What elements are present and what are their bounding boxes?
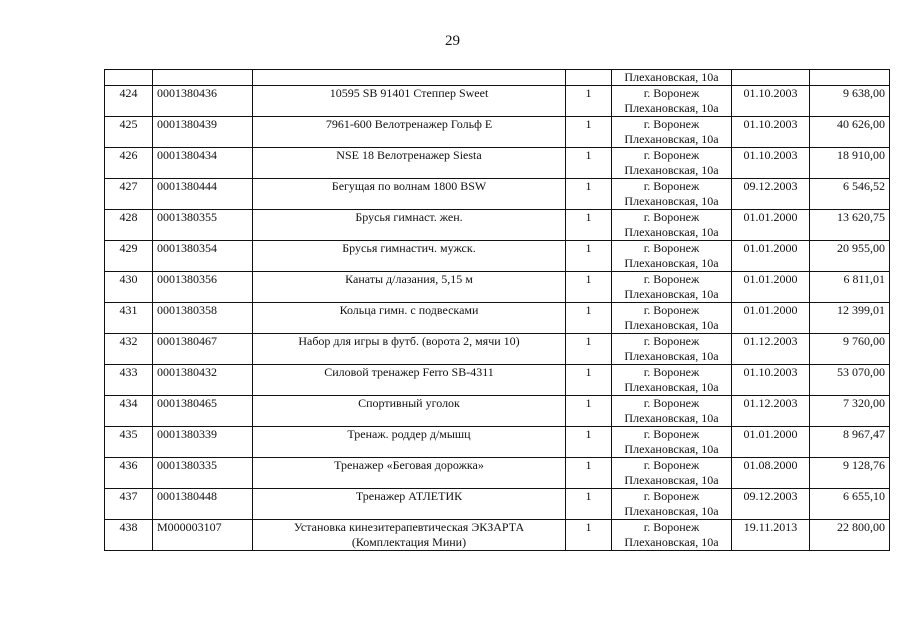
cell-location: [612, 272, 732, 303]
cell-location: [612, 241, 732, 272]
cell-num: [105, 458, 153, 489]
cell-qty-line: 1: [585, 148, 592, 162]
cell-code: [153, 458, 253, 489]
cell-num-line: 429: [119, 241, 138, 255]
cell-code: [153, 241, 253, 272]
cell-location-line: г. Воронеж: [643, 458, 700, 472]
cell-qty: [566, 272, 612, 303]
cell-num: [105, 86, 153, 117]
cell-date-line: 09.12.2003: [743, 179, 798, 193]
cell-location-line: г. Воронеж: [643, 520, 700, 534]
table-row: [105, 365, 890, 396]
cell-code-line: 0001380444: [157, 179, 217, 193]
cell-num: [105, 272, 153, 303]
cell-num: [105, 303, 153, 334]
cell-num-line: 431: [119, 303, 138, 317]
cell-sum-line: 53 070,00: [837, 365, 885, 379]
cell-location-line: Плехановская, 10а: [624, 442, 719, 456]
table-row: [105, 303, 890, 334]
cell-name-line: [257, 349, 561, 364]
cell-name-line: Канаты д/лазания, 5,15 м: [345, 272, 473, 286]
cell-code-line: 0001380434: [157, 148, 217, 162]
cell-sum-line: 18 910,00: [837, 148, 885, 162]
cell-num-line: 427: [119, 179, 138, 193]
cell-name-line: [257, 256, 561, 271]
cell-qty: [566, 86, 612, 117]
cell-date-line: 01.01.2000: [743, 241, 798, 255]
cell-date: [732, 303, 810, 334]
cell-num: [105, 365, 153, 396]
cell-num: [105, 334, 153, 365]
cell-name-line: Установка кинезитерапевтическая ЭКЗАРТА: [293, 520, 525, 534]
cell-qty-line: 1: [585, 334, 592, 348]
cell-location: [612, 210, 732, 241]
cell-qty: [566, 489, 612, 520]
cell-code: [153, 303, 253, 334]
cell-num: [105, 489, 153, 520]
cell-name: [253, 179, 566, 210]
cell-code-line: 0001380439: [157, 117, 217, 131]
cell-date: [732, 210, 810, 241]
cell-qty-line: 1: [585, 427, 592, 441]
cell-sum-line: 13 620,75: [837, 210, 885, 224]
cell-name-line: [257, 132, 561, 147]
cell-name: [253, 210, 566, 241]
cell-qty: [566, 70, 612, 86]
cell-location: Плехановская, 10а: [612, 70, 732, 86]
cell-name: [253, 334, 566, 365]
cell-sum: [810, 489, 890, 520]
cell-qty: [566, 334, 612, 365]
cell-location-line: г. Воронеж: [643, 272, 700, 286]
cell-qty: [566, 458, 612, 489]
cell-name-line: (Комплектация Мини): [351, 535, 467, 549]
cell-qty-line: 1: [585, 210, 592, 224]
cell-qty-line: 1: [585, 489, 592, 503]
cell-sum: [810, 117, 890, 148]
cell-name-line: Брусья гимнаст. жен.: [355, 210, 463, 224]
cell-code-line: 0001380356: [157, 272, 217, 286]
cell-code-line: 0001380358: [157, 303, 217, 317]
cell-date: [732, 396, 810, 427]
cell-location-line: Плехановская, 10а: [624, 411, 719, 425]
cell-code: [153, 210, 253, 241]
cell-qty-line: 1: [585, 303, 592, 317]
cell-date-line: 01.10.2003: [743, 365, 798, 379]
cell-name: [253, 427, 566, 458]
cell-location: [612, 117, 732, 148]
cell-location-line: Плехановская, 10а: [624, 535, 719, 549]
cell-qty-line: 1: [585, 458, 592, 472]
cell-num-line: 425: [119, 117, 138, 131]
cell-location: [612, 179, 732, 210]
cell-num-line: 428: [119, 210, 138, 224]
cell-sum-line: 6 811,01: [843, 272, 885, 286]
cell-code-line: 0001380354: [157, 241, 217, 255]
cell-sum-line: 40 626,00: [837, 117, 885, 131]
cell-name-line: [257, 504, 561, 519]
cell-code-line: 0001380355: [157, 210, 217, 224]
cell-location-line: г. Воронеж: [643, 303, 700, 317]
cell-sum: [810, 179, 890, 210]
cell-code: [153, 70, 253, 86]
cell-date-line: 01.12.2003: [743, 396, 798, 410]
cell-location-line: г. Воронеж: [643, 117, 700, 131]
cell-location-line: г. Воронеж: [643, 179, 700, 193]
cell-qty-line: 1: [585, 396, 592, 410]
cell-name: [253, 70, 566, 86]
cell-code-line: 0001380432: [157, 365, 217, 379]
cell-qty: [566, 117, 612, 148]
cell-code: [153, 117, 253, 148]
cell-name-line: NSE 18 Велотренажер Siesta: [336, 148, 482, 162]
cell-name-line: [257, 318, 561, 333]
cell-code-line: 0001380448: [157, 489, 217, 503]
cell-num: [105, 179, 153, 210]
cell-location: [612, 427, 732, 458]
cell-qty: [566, 427, 612, 458]
cell-name: [253, 117, 566, 148]
cell-location-line: Плехановская, 10а: [624, 318, 719, 332]
cell-date: [732, 365, 810, 396]
cell-num: [105, 148, 153, 179]
cell-name-line: [257, 163, 561, 178]
cell-date-line: 01.01.2000: [743, 272, 798, 286]
cell-location-line: Плехановская, 10а: [624, 349, 719, 363]
cell-date-line: 01.01.2000: [743, 210, 798, 224]
cell-location: [612, 396, 732, 427]
cell-location: [612, 148, 732, 179]
cell-code-line: М000003107: [157, 520, 222, 534]
cell-qty-line: 1: [585, 365, 592, 379]
cell-sum-line: 8 967,47: [843, 427, 885, 441]
cell-sum: [810, 241, 890, 272]
cell-code: [153, 148, 253, 179]
cell-location-line: г. Воронеж: [643, 86, 700, 100]
cell-num-line: 432: [119, 334, 138, 348]
table-row: [105, 427, 890, 458]
cell-code-line: 0001380465: [157, 396, 217, 410]
cell-num: [105, 520, 153, 551]
cell-name: [253, 272, 566, 303]
cell-sum: [810, 334, 890, 365]
cell-location-line: Плехановская, 10а: [624, 132, 719, 146]
cell-name-line: [257, 473, 561, 488]
cell-name-line: [257, 194, 561, 209]
cell-location-line: Плехановская, 10а: [624, 101, 719, 115]
cell-name-line: Кольца гимн. с подвесками: [339, 303, 479, 317]
cell-qty: [566, 179, 612, 210]
cell-qty-line: 1: [585, 272, 592, 286]
cell-num-line: 434: [119, 396, 138, 410]
cell-code: [153, 520, 253, 551]
cell-location: [612, 458, 732, 489]
table-row-carryover: [105, 70, 890, 86]
cell-date-line: 19.11.2013: [743, 520, 798, 534]
cell-code: [153, 365, 253, 396]
cell-name-line: Брусья гимнастич. мужск.: [342, 241, 476, 255]
cell-name: [253, 489, 566, 520]
cell-code: [153, 86, 253, 117]
table-row: [105, 458, 890, 489]
cell-num: [105, 241, 153, 272]
table-row: [105, 179, 890, 210]
table-row: [105, 117, 890, 148]
cell-date-line: 01.12.2003: [743, 334, 798, 348]
cell-sum-line: 7 320,00: [843, 396, 885, 410]
cell-code: [153, 272, 253, 303]
cell-name-line: Бегущая по волнам 1800 BSW: [331, 179, 487, 193]
cell-num: [105, 427, 153, 458]
cell-date: [732, 179, 810, 210]
cell-location: [612, 334, 732, 365]
cell-name-line: Тренаж. роддер д/мышц: [347, 427, 471, 441]
cell-location-line: г. Воронеж: [643, 365, 700, 379]
cell-qty-line: 1: [585, 179, 592, 193]
cell-num-line: 438: [119, 520, 138, 534]
cell-sum-line: 6 655,10: [843, 489, 885, 503]
cell-location: [612, 489, 732, 520]
cell-location-line: Плехановская, 10а: [624, 473, 719, 487]
cell-name: [253, 520, 566, 551]
cell-name-line: [257, 287, 561, 302]
cell-sum: [810, 396, 890, 427]
cell-date: [732, 458, 810, 489]
cell-name-line: Силовой тренажер Ferro SB-4311: [324, 365, 494, 379]
cell-qty: [566, 365, 612, 396]
cell-location-line: г. Воронеж: [643, 396, 700, 410]
cell-sum: [810, 427, 890, 458]
table-row: [105, 520, 890, 551]
cell-date: [732, 70, 810, 86]
cell-name: [253, 365, 566, 396]
cell-code: [153, 489, 253, 520]
cell-num-line: 435: [119, 427, 138, 441]
cell-sum-line: 9 638,00: [843, 86, 885, 100]
cell-sum: [810, 148, 890, 179]
cell-date-line: 01.10.2003: [743, 117, 798, 131]
cell-name-line: Спортивный уголок: [358, 396, 460, 410]
cell-date-line: 01.10.2003: [743, 86, 798, 100]
table-row: [105, 272, 890, 303]
cell-sum: [810, 210, 890, 241]
cell-name-line: [257, 225, 561, 240]
cell-code: [153, 396, 253, 427]
table-row: [105, 86, 890, 117]
cell-qty: [566, 520, 612, 551]
cell-name-line: [257, 411, 561, 426]
cell-name-line: [257, 380, 561, 395]
cell-sum: [810, 520, 890, 551]
table-row: [105, 489, 890, 520]
cell-sum: [810, 272, 890, 303]
cell-sum: [810, 365, 890, 396]
cell-name-line: Тренажер «Беговая дорожка»: [334, 458, 484, 472]
cell-name-line: 10595 SB 91401 Степпер Sweet: [329, 86, 489, 100]
cell-name: [253, 303, 566, 334]
cell-qty-line: 1: [585, 520, 592, 534]
cell-date: [732, 427, 810, 458]
cell-qty-line: 1: [585, 241, 592, 255]
cell-name-line: [257, 101, 561, 116]
cell-num: [105, 396, 153, 427]
cell-num-line: 424: [119, 86, 138, 100]
table-row: [105, 241, 890, 272]
cell-location-line: Плехановская, 10а: [624, 225, 719, 239]
cell-num-line: 436: [119, 458, 138, 472]
cell-location-line: г. Воронеж: [643, 148, 700, 162]
cell-num: [105, 117, 153, 148]
cell-sum: [810, 458, 890, 489]
cell-name: [253, 86, 566, 117]
cell-location-line: г. Воронеж: [643, 210, 700, 224]
cell-sum-line: 9 760,00: [843, 334, 885, 348]
page-number: 29: [445, 33, 460, 49]
cell-code-line: 0001380335: [157, 458, 217, 472]
cell-qty-line: 1: [585, 86, 592, 100]
cell-date: [732, 489, 810, 520]
cell-num-line: 433: [119, 365, 138, 379]
table-row: [105, 148, 890, 179]
cell-date: [732, 148, 810, 179]
cell-date: [732, 117, 810, 148]
cell-name-line: Тренажер АТЛЕТИК: [355, 489, 463, 503]
cell-code: [153, 179, 253, 210]
cell-location-line: Плехановская, 10а: [624, 287, 719, 301]
cell-sum: [810, 70, 890, 86]
cell-code-line: 0001380467: [157, 334, 217, 348]
cell-date: [732, 520, 810, 551]
table-row: [105, 396, 890, 427]
cell-qty: [566, 303, 612, 334]
cell-sum: [810, 86, 890, 117]
cell-location-line: Плехановская, 10а: [624, 256, 719, 270]
table-row: [105, 210, 890, 241]
cell-location-line: Плехановская, 10а: [624, 504, 719, 518]
cell-sum-line: 12 399,01: [837, 303, 885, 317]
cell-qty: [566, 210, 612, 241]
cell-date: [732, 272, 810, 303]
cell-qty: [566, 396, 612, 427]
inventory-table: [104, 69, 890, 551]
cell-num: [105, 210, 153, 241]
cell-location: [612, 365, 732, 396]
cell-location-line: Плехановская, 10а: [624, 194, 719, 208]
cell-qty: [566, 241, 612, 272]
cell-location-line: Плехановская, 10а: [624, 380, 719, 394]
cell-date-line: 01.01.2000: [743, 303, 798, 317]
cell-num: [105, 70, 153, 86]
cell-location: [612, 520, 732, 551]
cell-sum-line: 20 955,00: [837, 241, 885, 255]
cell-name-line: [257, 442, 561, 457]
cell-name-line: 7961-600 Велотренажер Гольф Е: [325, 117, 493, 131]
cell-location-line: Плехановская, 10а: [624, 163, 719, 177]
cell-date-line: 01.10.2003: [743, 148, 798, 162]
cell-name: [253, 148, 566, 179]
table-row: [105, 334, 890, 365]
cell-date-line: 01.08.2000: [743, 458, 798, 472]
cell-location-line: г. Воронеж: [643, 334, 700, 348]
cell-sum-line: 9 128,76: [843, 458, 885, 472]
cell-location-line: г. Воронеж: [643, 489, 700, 503]
cell-code: [153, 334, 253, 365]
cell-num-line: 426: [119, 148, 138, 162]
cell-location-line: г. Воронеж: [643, 241, 700, 255]
cell-code-line: 0001380436: [157, 86, 217, 100]
cell-code-line: 0001380339: [157, 427, 217, 441]
cell-num-line: 430: [119, 272, 138, 286]
cell-sum: [810, 303, 890, 334]
cell-name: [253, 396, 566, 427]
cell-location-line: г. Воронеж: [643, 427, 700, 441]
cell-date-line: 09.12.2003: [743, 489, 798, 503]
cell-name: [253, 241, 566, 272]
cell-name-line: Набор для игры в футб. (ворота 2, мячи 10): [298, 334, 520, 348]
cell-date: [732, 86, 810, 117]
cell-num-line: 437: [119, 489, 138, 503]
cell-code: [153, 427, 253, 458]
cell-date: [732, 334, 810, 365]
cell-qty: [566, 148, 612, 179]
cell-location: [612, 303, 732, 334]
cell-date: [732, 241, 810, 272]
cell-date-line: 01.01.2000: [743, 427, 798, 441]
cell-name: [253, 458, 566, 489]
cell-sum-line: 22 800,00: [837, 520, 885, 534]
cell-sum-line: 6 546,52: [843, 179, 885, 193]
cell-location: [612, 86, 732, 117]
cell-qty-line: 1: [585, 117, 592, 131]
